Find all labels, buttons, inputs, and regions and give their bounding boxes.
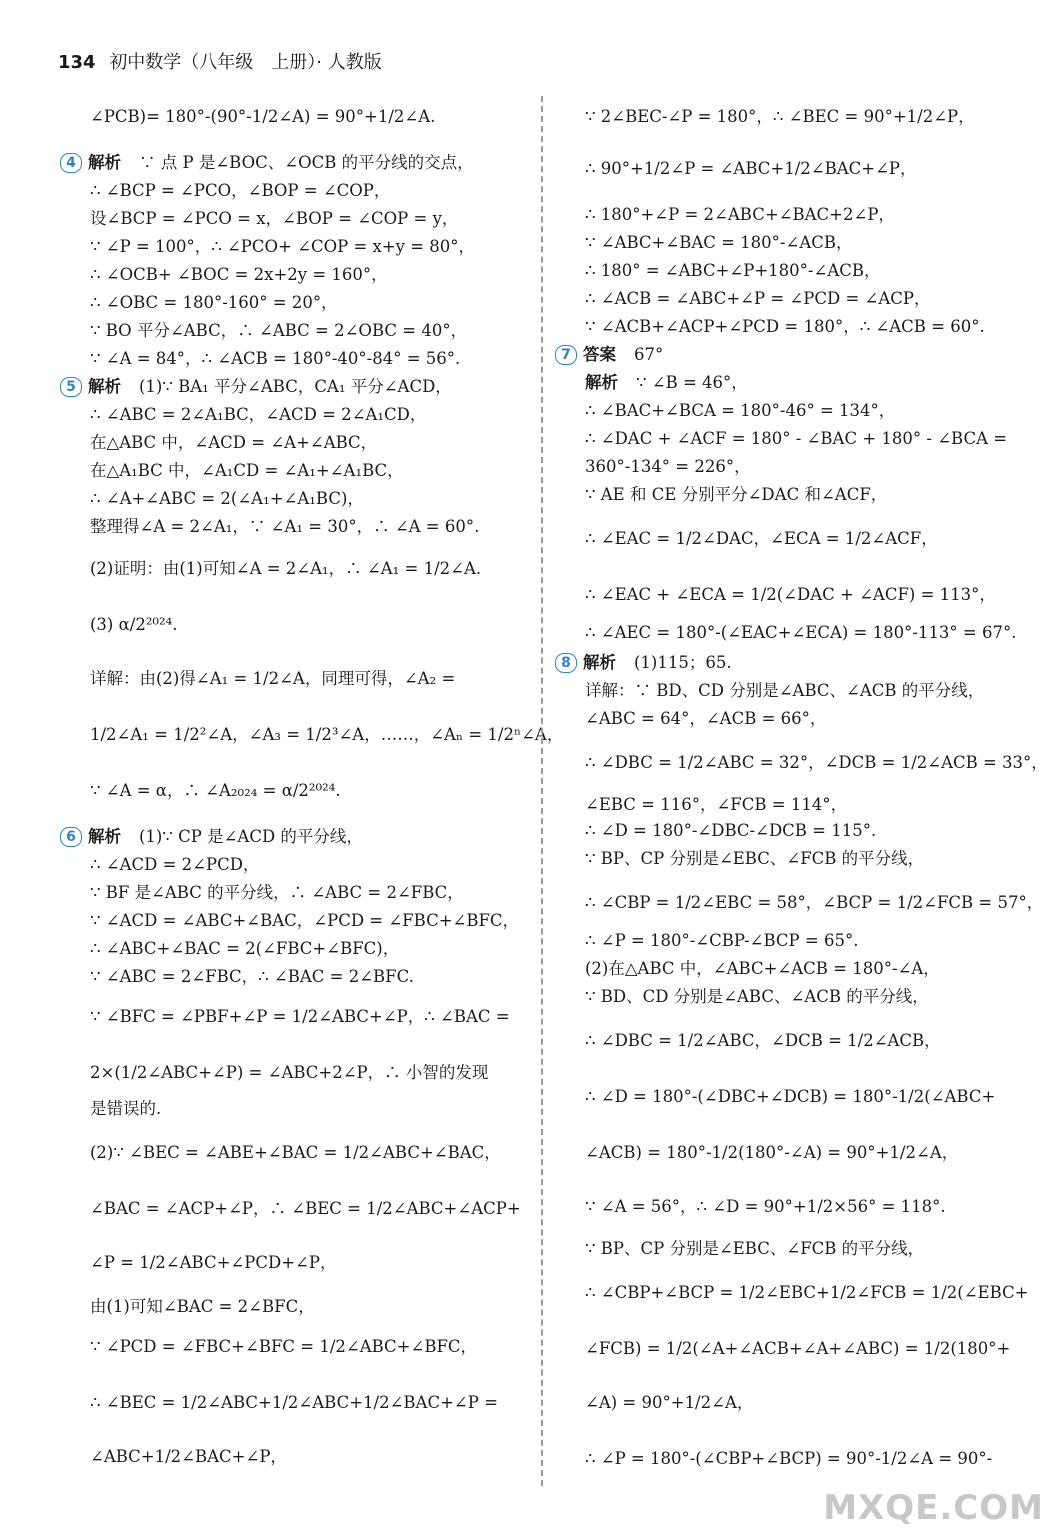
text-line <box>90 1142 501 1164</box>
text-line <box>585 1448 992 1470</box>
text-line <box>585 1392 753 1414</box>
line-text: ∠P = 1/2∠ABC+∠PCD+∠P， <box>90 1253 337 1272</box>
page-number: 134 <box>58 52 96 73</box>
line-text: ∴ ∠OCB+ ∠BOC = 2x+2y = 160°， <box>90 265 388 284</box>
line-text: ∵ ∠BFC = ∠PBF+∠P = 1/2∠ABC+∠P，∴ ∠BAC = <box>90 1007 510 1026</box>
line-text: (2)证明：由(1)可知∠A = 2∠A₁，∴ ∠A₁ = 1/2∠A. <box>90 559 482 578</box>
text-line <box>585 1282 1029 1304</box>
line-text: ∵ ∠B = 46°， <box>636 373 748 392</box>
text-line <box>90 614 178 636</box>
text-line <box>585 428 1007 450</box>
text-line <box>585 1030 941 1052</box>
text-line <box>90 348 460 370</box>
book-title: 初中数学（八年级 上册）· 人教版 <box>109 52 382 73</box>
line-text: ∵ BF 是∠ABC 的平分线，∴ ∠ABC = 2∠FBC， <box>90 883 464 902</box>
text-line <box>90 1336 477 1358</box>
question-number-badge: 6 <box>60 827 82 847</box>
line-text: ∠BAC = ∠ACP+∠P，∴ ∠BEC = 1/2∠ABC+∠ACP+ <box>90 1199 521 1218</box>
text-line <box>90 1006 510 1028</box>
text-line <box>585 316 985 338</box>
line-text: ∵ BP、CP 分别是∠EBC、∠FCB 的平分线， <box>585 849 925 868</box>
text-line <box>90 724 563 746</box>
text-line <box>90 854 259 876</box>
line-text: ∠EBC = 116°，∠FCB = 114°， <box>585 795 848 814</box>
line-text: 详解：由(2)得∠A₁ = 1/2∠A，同理可得，∠A₂ = <box>90 669 456 688</box>
line-text: (1)∵ CP 是∠ACD 的平分线， <box>139 827 363 846</box>
line-text: ∴ ∠BEC = 1/2∠ABC+1/2∠ABC+1/2∠BAC+∠P = <box>90 1393 498 1412</box>
text-line <box>90 668 455 690</box>
line-text: ∴ ∠ACB = ∠ABC+∠P = ∠PCD = ∠ACP， <box>585 289 931 308</box>
text-line <box>90 488 364 510</box>
text-line <box>90 966 414 988</box>
watermark: MXQE.COM <box>823 1488 1044 1528</box>
text-line <box>90 320 467 342</box>
line-text: (1)∵ BA₁ 平分∠ABC，CA₁ 平分∠ACD， <box>139 377 452 396</box>
line-text: ∵ ∠A = α，∴ ∠A₂₀₂₄ = α/2²⁰²⁴. <box>90 781 341 800</box>
text-line <box>90 938 399 960</box>
text-line <box>585 1086 995 1108</box>
text-line <box>90 1446 287 1468</box>
line-text: ∴ ∠CBP+∠BCP = 1/2∠EBC+1/2∠FCB = 1/2(∠EBC+ <box>585 1283 1029 1302</box>
section-keyword: 解析 <box>585 373 618 392</box>
line-text: 1/2∠A₁ = 1/2²∠A，∠A₃ = 1/2³∠A，……，∠Aₙ = 1/2ⁿ∠A， <box>90 725 564 744</box>
text-line <box>585 1238 924 1260</box>
text-line <box>585 372 748 394</box>
line-text: ∴ ∠ABC = 2∠A₁BC，∠ACD = 2∠A₁CD， <box>90 405 427 424</box>
text-line <box>90 1392 498 1414</box>
text-line <box>585 752 1048 774</box>
text-line <box>585 232 852 254</box>
line-text: ∠FCB) = 1/2(∠A+∠ACB+∠A+∠ABC) = 1/2(180°+ <box>585 1339 1011 1358</box>
question-number-badge: 5 <box>60 377 82 397</box>
line-text: 详解：∵ BD、CD 分别是∠ABC、∠ACB 的平分线， <box>585 681 985 700</box>
line-text: ∵ ∠ABC+∠BAC = 180°-∠ACB， <box>585 233 853 252</box>
line-text: ∵ AE 和 CE 分别平分∠DAC 和∠ACF， <box>585 485 888 504</box>
text-line <box>585 958 940 980</box>
line-text: 设∠BCP = ∠PCO = x，∠BOP = ∠COP = y， <box>90 209 459 228</box>
line-text: ∵ BP、CP 分别是∠EBC、∠FCB 的平分线， <box>585 1239 925 1258</box>
text-line <box>585 528 938 550</box>
text-line <box>585 622 1017 644</box>
text-line <box>90 236 475 258</box>
line-text: ∴ ∠D = 180°-(∠DBC+∠DCB) = 180°-1/2(∠ABC+ <box>585 1087 996 1106</box>
text-line <box>90 910 519 932</box>
line-text: ∴ ∠ACD = 2∠PCD， <box>90 855 260 874</box>
text-line <box>90 106 435 128</box>
line-text: ∴ ∠P = 180°-(∠CBP+∠BCP) = 90°-1/2∠A = 90°- <box>585 1449 993 1468</box>
line-text: ∴ ∠OBC = 180°-160° = 20°， <box>90 293 338 312</box>
line-text: 在△A₁BC 中，∠A₁CD = ∠A₁+∠A₁BC， <box>90 461 404 480</box>
line-text: (2)在△ABC 中，∠ABC+∠ACB = 180°-∠A， <box>585 959 940 978</box>
line-text: 2×(1/2∠ABC+∠P) = ∠ABC+2∠P，∴ 小智的发现 <box>90 1063 489 1082</box>
text-line <box>90 1062 488 1084</box>
line-text: ∴ ∠D = 180°-∠DBC-∠DCB = 115°. <box>585 821 877 840</box>
text-line <box>585 794 847 816</box>
text-line <box>90 1198 521 1220</box>
line-text: ∠ACB) = 180°-1/2(180°-∠A) = 90°+1/2∠A， <box>585 1143 959 1162</box>
text-line <box>585 680 984 702</box>
question-4 <box>60 152 474 174</box>
text-line <box>585 820 876 842</box>
question-7 <box>555 344 663 366</box>
line-text: ∠PCB)= 180°-(90°-1/2∠A) = 90°+1/2∠A. <box>90 107 436 126</box>
line-text: ∴ ∠DAC + ∠ACF = 180° - ∠BAC + 180° - ∠BCA = <box>585 429 1008 448</box>
text-line <box>585 158 917 180</box>
text-line <box>585 484 887 506</box>
question-6 <box>60 826 363 848</box>
text-line <box>90 1098 161 1120</box>
text-line <box>90 1252 336 1274</box>
line-text: ∴ ∠ABC+∠BAC = 2(∠FBC+∠BFC)， <box>90 939 400 958</box>
line-text: ∴ ∠EAC + ∠ECA = 1/2(∠DAC + ∠ACF) = 113°， <box>585 585 996 604</box>
text-line <box>585 204 895 226</box>
question-number-badge: 4 <box>60 153 82 173</box>
text-line <box>585 986 929 1008</box>
section-keyword: 解析 <box>88 827 121 846</box>
line-text: ∴ 90°+1/2∠P = ∠ABC+1/2∠BAC+∠P， <box>585 159 917 178</box>
text-line <box>585 584 996 606</box>
line-text: ∴ ∠EAC = 1/2∠DAC，∠ECA = 1/2∠ACF， <box>585 529 938 548</box>
line-text: (1)115；65. <box>634 653 732 672</box>
line-text: ∴ ∠DBC = 1/2∠ABC = 32°，∠DCB = 1/2∠ACB = 33°， <box>585 753 1048 772</box>
line-text: ∠ABC = 64°，∠ACB = 66°， <box>585 709 827 728</box>
line-text: ∠ABC+1/2∠BAC+∠P， <box>90 1447 287 1466</box>
line-text: ∴ ∠A+∠ABC = 2(∠A₁+∠A₁BC)， <box>90 489 364 508</box>
line-text: ∵ ∠ABC = 2∠FBC，∴ ∠BAC = 2∠BFC. <box>90 967 414 986</box>
line-text: ∴ ∠AEC = 180°-(∠EAC+∠ECA) = 180°-113° = 67°. <box>585 623 1017 642</box>
text-line <box>90 292 338 314</box>
text-line <box>585 1142 958 1164</box>
column-divider <box>541 96 543 1486</box>
text-line <box>90 558 481 580</box>
line-text: ∵ 点 P 是∠BOC、∠OCB 的平分线的交点， <box>139 153 474 172</box>
line-text: ∵ BD、CD 分别是∠ABC、∠ACB 的平分线， <box>585 987 929 1006</box>
text-line <box>585 848 924 870</box>
line-text: ∵ ∠ACD = ∠ABC+∠BAC，∠PCD = ∠FBC+∠BFC， <box>90 911 520 930</box>
text-line <box>90 180 390 202</box>
question-number-badge: 8 <box>555 653 577 673</box>
line-text: ∵ BO 平分∠ABC，∴ ∠ABC = 2∠OBC = 40°， <box>90 321 468 340</box>
section-keyword: 解析 <box>583 653 616 672</box>
text-line <box>90 1296 315 1318</box>
line-text: ∵ ∠A = 84°，∴ ∠ACB = 180°-40°-84° = 56°. <box>90 349 461 368</box>
text-line <box>90 516 479 538</box>
line-text: 整理得∠A = 2∠A₁，∵ ∠A₁ = 30°，∴ ∠A = 60°. <box>90 517 480 536</box>
text-line <box>585 106 975 128</box>
text-line <box>585 1196 946 1218</box>
line-text: ∴ ∠DBC = 1/2∠ABC，∠DCB = 1/2∠ACB， <box>585 1031 941 1050</box>
text-line <box>90 460 404 482</box>
text-line <box>90 208 458 230</box>
section-keyword: 答案 <box>583 345 616 364</box>
text-line <box>585 1338 1010 1360</box>
line-text: ∵ ∠ACB+∠ACP+∠PCD = 180°，∴ ∠ACB = 60°. <box>585 317 985 336</box>
text-line <box>585 400 895 422</box>
text-line <box>585 288 930 310</box>
line-text: ∴ ∠P = 180°-∠CBP-∠BCP = 65°. <box>585 931 859 950</box>
question-8 <box>555 652 732 674</box>
text-line <box>585 892 1043 914</box>
page-header <box>58 48 382 74</box>
question-5 <box>60 376 452 398</box>
line-text: ∴ ∠BAC+∠BCA = 180°-46° = 134°， <box>585 401 896 420</box>
text-line <box>585 708 826 730</box>
section-keyword: 解析 <box>88 377 121 396</box>
text-line <box>90 432 377 454</box>
text-line <box>90 264 388 286</box>
text-line <box>90 780 341 802</box>
line-text: 是错误的. <box>90 1099 162 1118</box>
line-text: ∴ ∠BCP = ∠PCO，∠BOP = ∠COP， <box>90 181 391 200</box>
line-text: (2)∵ ∠BEC = ∠ABE+∠BAC = 1/2∠ABC+∠BAC， <box>90 1143 501 1162</box>
line-text: ∴ ∠CBP = 1/2∠EBC = 58°，∠BCP = 1/2∠FCB = 57°， <box>585 893 1044 912</box>
line-text: ∴ 180° = ∠ABC+∠P+180°-∠ACB， <box>585 261 881 280</box>
line-text: ∵ ∠PCD = ∠FBC+∠BFC = 1/2∠ABC+∠BFC， <box>90 1337 478 1356</box>
text-line <box>90 882 464 904</box>
line-text: 在△ABC 中，∠ACD = ∠A+∠ABC， <box>90 433 378 452</box>
line-text: 67° <box>634 345 664 364</box>
section-keyword: 解析 <box>88 153 121 172</box>
text-line <box>585 456 751 478</box>
text-line <box>585 930 858 952</box>
line-text: ∵ ∠P = 100°，∴ ∠PCO+ ∠COP = x+y = 80°， <box>90 237 476 256</box>
question-number-badge: 7 <box>555 345 577 365</box>
line-text: ∵ 2∠BEC-∠P = 180°，∴ ∠BEC = 90°+1/2∠P， <box>585 107 975 126</box>
line-text: ∵ ∠A = 56°，∴ ∠D = 90°+1/2×56° = 118°. <box>585 1197 946 1216</box>
text-line <box>90 404 426 426</box>
line-text: 360°-134° = 226°， <box>585 457 751 476</box>
line-text: 由(1)可知∠BAC = 2∠BFC， <box>90 1297 315 1316</box>
line-text: (3) α/2²⁰²⁴. <box>90 615 178 634</box>
line-text: ∴ 180°+∠P = 2∠ABC+∠BAC+2∠P， <box>585 205 895 224</box>
line-text: ∠A) = 90°+1/2∠A， <box>585 1393 754 1412</box>
text-line <box>585 260 881 282</box>
